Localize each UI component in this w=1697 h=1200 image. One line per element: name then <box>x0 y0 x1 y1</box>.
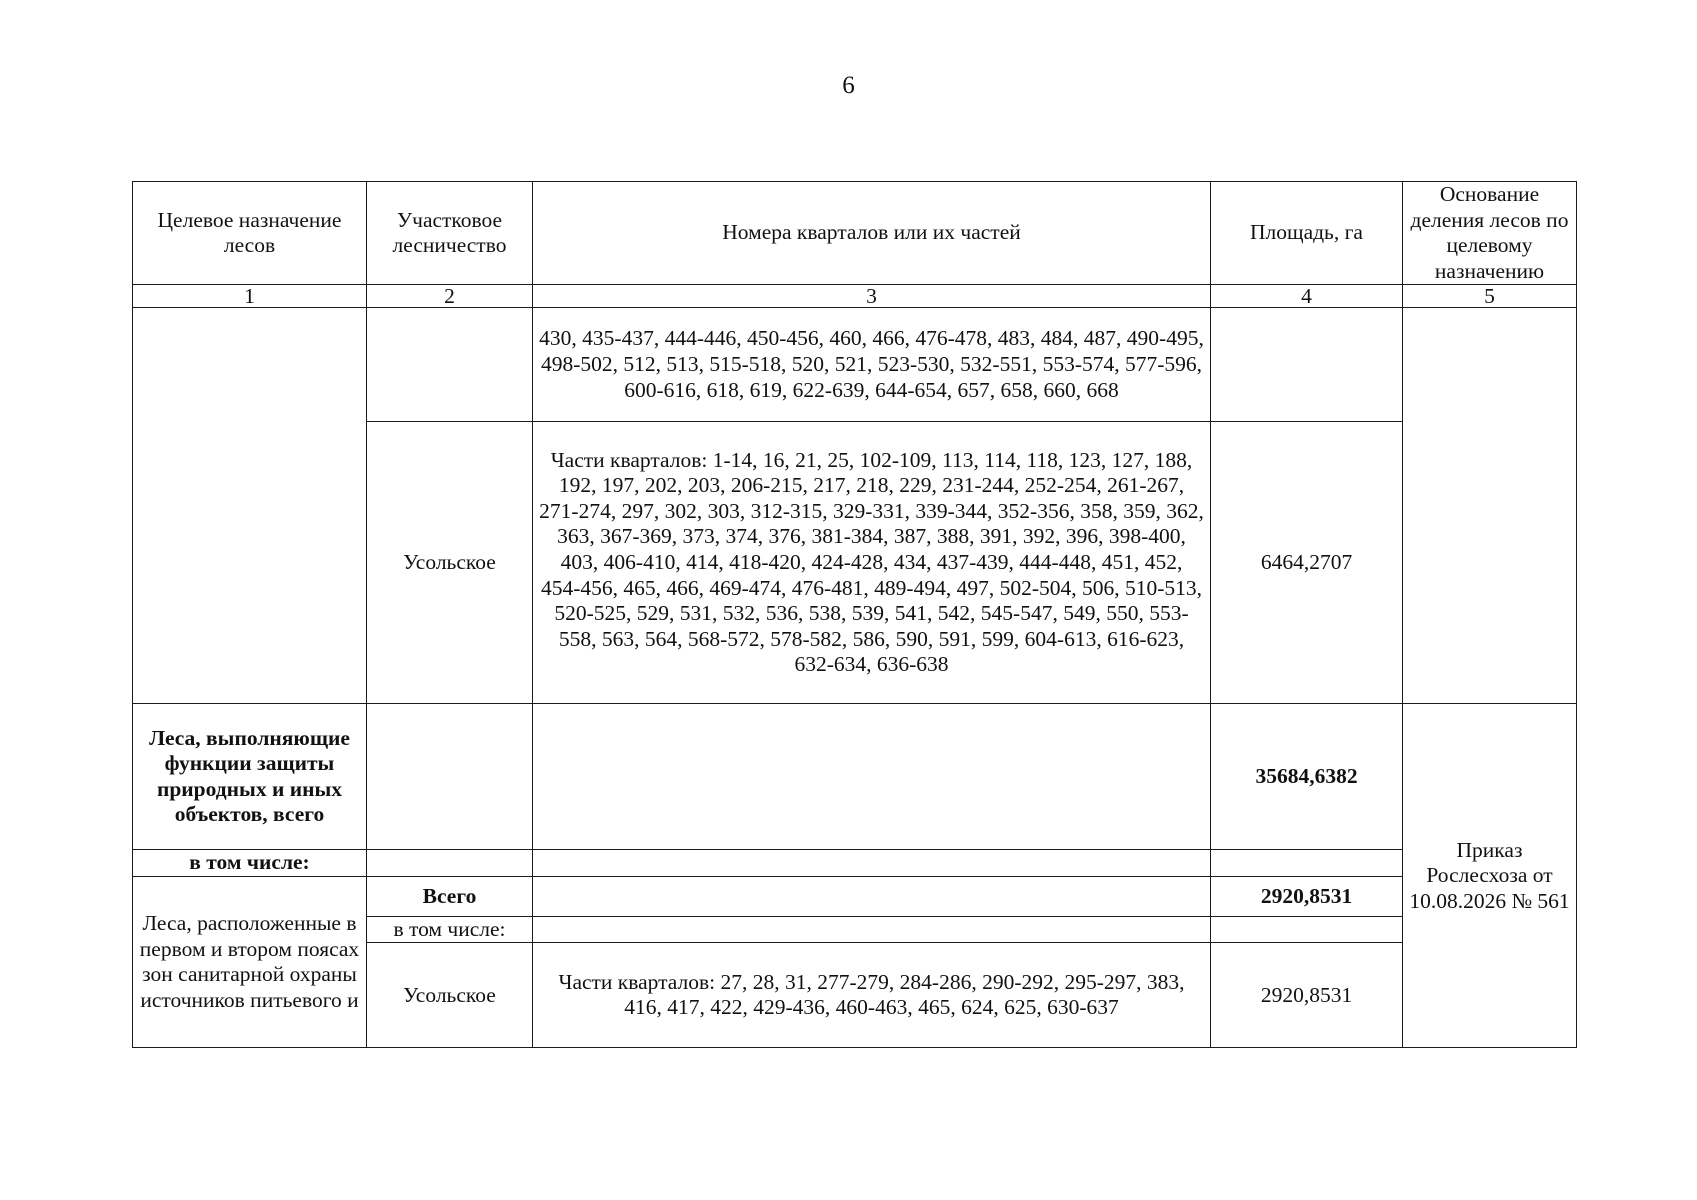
quarters-cell: 430, 435-437, 444-446, 450-456, 460, 466, 476-478, 483, 484, 487, 490-495, 498-502, 512, 513, 515-518, 520, 521, 523-530, 532-551, 553-574, 577-596, 600-616, 618, 619, 622-639, 644-654, 657, 658, 660, 668 <box>533 308 1211 422</box>
column-number: 1 <box>133 285 367 308</box>
column-number: 5 <box>1403 285 1577 308</box>
column-number: 2 <box>367 285 533 308</box>
purpose-cell: Леса, расположенные в первом и втором поясах зон санитарной охраны источников питьевого и <box>133 876 367 1048</box>
purpose-cell: в том числе: <box>133 850 367 877</box>
column-number: 4 <box>1211 285 1403 308</box>
basis-cell: Приказ Рослесхоза от 10.08.2026 № 561 <box>1403 704 1577 1048</box>
purpose-cell: Леса, выполняющие функции защиты природных и иных объектов, всего <box>133 704 367 850</box>
purpose-cell-empty <box>133 308 367 704</box>
area-cell: 2920,8531 <box>1211 943 1403 1048</box>
header-area: Площадь, га <box>1211 182 1403 285</box>
quarters-cell-empty <box>533 850 1211 877</box>
quarters-cell: Части кварталов: 1-14, 16, 21, 25, 102-109, 113, 114, 118, 123, 127, 188, 192, 197, 202, 203, 206-215, 217, 218, 229, 231-244, 252-254, 261-267, 271-274, 297, 302, 303, 312-315, 329-331, 339-344, 352-356, 358, 359, 362, 363, 367-369, 373, 374, 376, 381-384, 387, 388, 391, 392, 396, 398-400, 403, 406-410, 414, 418-420, 424-428, 434, 437-439, 444-448, 451, 452, 454-456, 465, 466, 469-474, 476-481, 489-494, 497, 502-504, 506, 510-513, 520-525, 529, 531, 532, 536, 538, 539, 541, 542, 545-547, 549, 550, 553-558, 563, 564, 568-572, 578-582, 586, 590, 591, 599, 604-613, 616-623, 632-634, 636-638 <box>533 422 1211 704</box>
header-quarters: Номера кварталов или их частей <box>533 182 1211 285</box>
header-purpose: Целевое назначение лесов <box>133 182 367 285</box>
quarters-cell-empty <box>533 704 1211 850</box>
district-cell-empty <box>367 850 533 877</box>
district-cell: в том числе: <box>367 916 533 943</box>
district-cell: Всего <box>367 876 533 916</box>
area-cell: 2920,8531 <box>1211 876 1403 916</box>
forest-purpose-table <box>132 181 1577 1048</box>
district-cell: Усольское <box>367 943 533 1048</box>
page-number: 6 <box>842 72 855 99</box>
district-cell: Усольское <box>367 422 533 704</box>
table-row <box>133 308 1577 422</box>
header-basis: Основание деления лесов по целевому назначению <box>1403 182 1577 285</box>
quarters-cell-empty <box>533 916 1211 943</box>
district-cell-empty <box>367 308 533 422</box>
area-cell-empty <box>1211 916 1403 943</box>
area-cell: 6464,2707 <box>1211 422 1403 704</box>
area-cell-empty <box>1211 850 1403 877</box>
district-cell-empty <box>367 704 533 850</box>
table-row <box>133 704 1577 850</box>
area-cell: 35684,6382 <box>1211 704 1403 850</box>
table-row <box>133 876 1577 916</box>
header-district: Участковое лесничество <box>367 182 533 285</box>
table-row <box>133 850 1577 877</box>
area-cell-empty <box>1211 308 1403 422</box>
basis-cell-empty <box>1403 308 1577 704</box>
column-number-row <box>133 285 1577 308</box>
quarters-cell: Части кварталов: 27, 28, 31, 277-279, 284-286, 290-292, 295-297, 383, 416, 417, 422, 429-436, 460-463, 465, 624, 625, 630-637 <box>533 943 1211 1048</box>
quarters-cell-empty <box>533 876 1211 916</box>
column-number: 3 <box>533 285 1211 308</box>
header-row <box>133 182 1577 285</box>
